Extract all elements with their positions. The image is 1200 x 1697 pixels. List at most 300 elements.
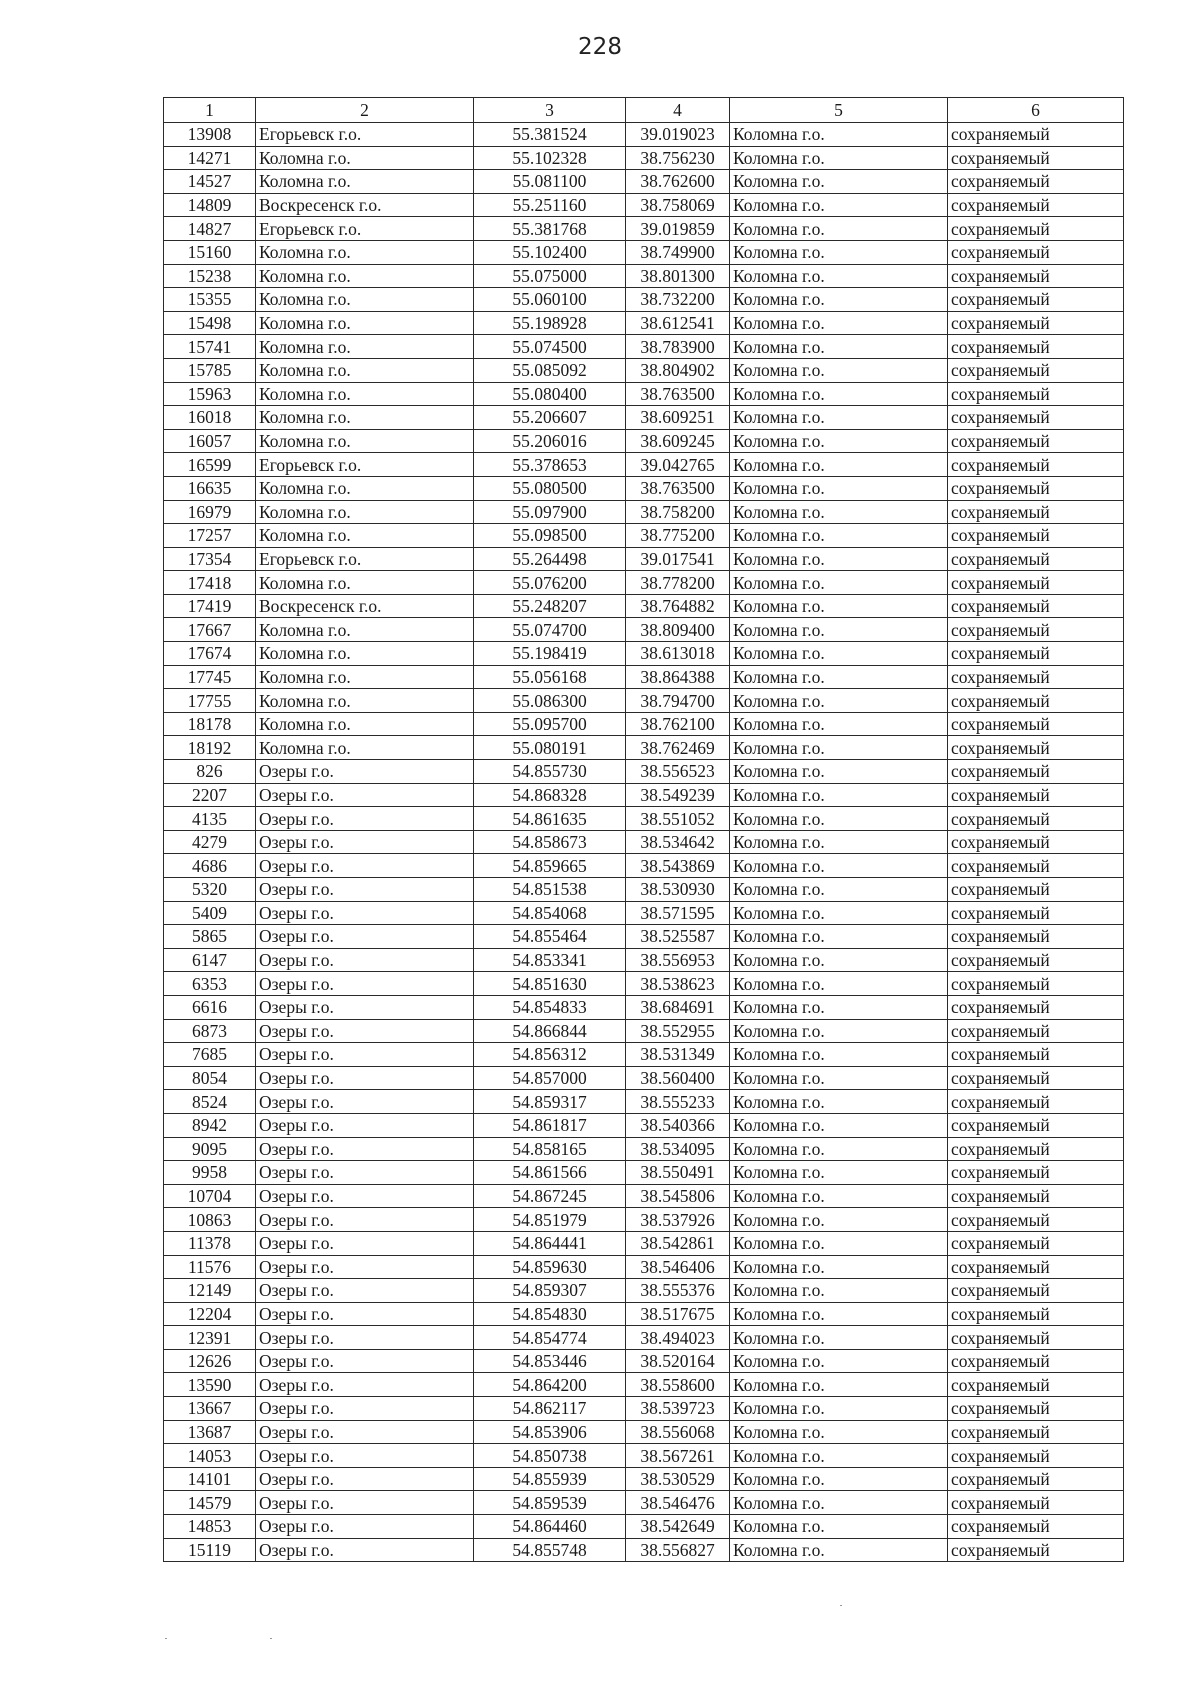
latitude-cell: 54.851630 [474,972,626,996]
district-cell: Коломна г.о. [730,972,948,996]
latitude-cell: 54.854068 [474,901,626,925]
status-cell: сохраняемый [948,1491,1124,1515]
municipality-cell: Коломна г.о. [256,689,474,713]
object-id-cell: 14809 [164,193,256,217]
district-cell: Коломна г.о. [730,1467,948,1491]
longitude-cell: 38.758069 [626,193,730,217]
object-id-cell: 7685 [164,1043,256,1067]
longitude-cell: 38.567261 [626,1444,730,1468]
status-cell: сохраняемый [948,1349,1124,1373]
table-row [164,240,1124,264]
district-cell: Коломна г.о. [730,123,948,147]
district-cell: Коломна г.о. [730,1373,948,1397]
municipality-cell: Коломна г.о. [256,618,474,642]
district-cell: Коломна г.о. [730,453,948,477]
latitude-cell: 54.858165 [474,1137,626,1161]
status-cell: сохраняемый [948,1184,1124,1208]
district-cell: Коломна г.о. [730,240,948,264]
object-id-cell: 15160 [164,240,256,264]
status-cell: сохраняемый [948,665,1124,689]
district-cell: Коломна г.о. [730,193,948,217]
object-id-cell: 14853 [164,1515,256,1539]
latitude-cell: 54.859307 [474,1279,626,1303]
table-row [164,1491,1124,1515]
table-row [164,642,1124,666]
status-cell: сохраняемый [948,264,1124,288]
longitude-cell: 38.549239 [626,783,730,807]
table-body [164,123,1124,1562]
municipality-cell: Егорьевск г.о. [256,123,474,147]
status-cell: сохраняемый [948,288,1124,312]
table-row [164,1467,1124,1491]
district-cell: Коломна г.о. [730,1184,948,1208]
status-cell: сохраняемый [948,1231,1124,1255]
municipality-cell: Озеры г.о. [256,972,474,996]
municipality-cell: Озеры г.о. [256,1326,474,1350]
latitude-cell: 54.853906 [474,1420,626,1444]
status-cell: сохраняемый [948,406,1124,430]
district-cell: Коломна г.о. [730,1113,948,1137]
object-id-cell: 6353 [164,972,256,996]
status-cell: сохраняемый [948,170,1124,194]
object-id-cell: 12204 [164,1302,256,1326]
object-id-cell: 15119 [164,1538,256,1562]
longitude-cell: 38.804902 [626,358,730,382]
status-cell: сохраняемый [948,1373,1124,1397]
latitude-cell: 55.085092 [474,358,626,382]
longitude-cell: 38.538623 [626,972,730,996]
object-id-cell: 4135 [164,807,256,831]
longitude-cell: 38.539723 [626,1397,730,1421]
status-cell: сохраняемый [948,807,1124,831]
object-id-cell: 5320 [164,878,256,902]
status-cell: сохраняемый [948,123,1124,147]
municipality-cell: Воскресенск г.о. [256,594,474,618]
header-col-4: 4 [626,98,730,123]
district-cell: Коломна г.о. [730,1019,948,1043]
municipality-cell: Коломна г.о. [256,642,474,666]
latitude-cell: 54.853341 [474,948,626,972]
object-id-cell: 10704 [164,1184,256,1208]
district-cell: Коломна г.о. [730,948,948,972]
latitude-cell: 55.060100 [474,288,626,312]
district-cell: Коломна г.о. [730,901,948,925]
table-row [164,453,1124,477]
scan-speck [840,1605,842,1606]
municipality-cell: Озеры г.о. [256,1184,474,1208]
municipality-cell: Озеры г.о. [256,878,474,902]
latitude-cell: 54.850738 [474,1444,626,1468]
latitude-cell: 54.866844 [474,1019,626,1043]
municipality-cell: Озеры г.о. [256,1279,474,1303]
longitude-cell: 38.530930 [626,878,730,902]
municipality-cell: Озеры г.о. [256,1066,474,1090]
status-cell: сохраняемый [948,1279,1124,1303]
status-cell: сохраняемый [948,429,1124,453]
longitude-cell: 38.545806 [626,1184,730,1208]
municipality-cell: Коломна г.о. [256,736,474,760]
district-cell: Коломна г.о. [730,382,948,406]
district-cell: Коломна г.о. [730,760,948,784]
status-cell: сохраняемый [948,335,1124,359]
district-cell: Коломна г.о. [730,995,948,1019]
district-cell: Коломна г.о. [730,1302,948,1326]
status-cell: сохраняемый [948,972,1124,996]
municipality-cell: Коломна г.о. [256,406,474,430]
status-cell: сохраняемый [948,689,1124,713]
object-id-cell: 13590 [164,1373,256,1397]
latitude-cell: 55.074700 [474,618,626,642]
object-id-cell: 14579 [164,1491,256,1515]
latitude-cell: 54.855748 [474,1538,626,1562]
longitude-cell: 38.794700 [626,689,730,713]
scan-speck [270,1638,272,1639]
table-row [164,878,1124,902]
latitude-cell: 55.075000 [474,264,626,288]
table-row [164,217,1124,241]
latitude-cell: 55.097900 [474,500,626,524]
district-cell: Коломна г.о. [730,712,948,736]
table-row [164,712,1124,736]
status-cell: сохраняемый [948,524,1124,548]
table-row [164,1373,1124,1397]
district-cell: Коломна г.о. [730,594,948,618]
object-id-cell: 11576 [164,1255,256,1279]
object-id-cell: 16979 [164,500,256,524]
object-id-cell: 14101 [164,1467,256,1491]
municipality-cell: Коломна г.о. [256,335,474,359]
district-cell: Коломна г.о. [730,1349,948,1373]
longitude-cell: 38.558600 [626,1373,730,1397]
status-cell: сохраняемый [948,1326,1124,1350]
longitude-cell: 38.550491 [626,1161,730,1185]
municipality-cell: Озеры г.о. [256,807,474,831]
longitude-cell: 38.763500 [626,476,730,500]
object-id-cell: 2207 [164,783,256,807]
district-cell: Коломна г.о. [730,571,948,595]
latitude-cell: 54.862117 [474,1397,626,1421]
table-row [164,193,1124,217]
municipality-cell: Озеры г.о. [256,783,474,807]
municipality-cell: Коломна г.о. [256,311,474,335]
status-cell: сохраняемый [948,217,1124,241]
header-col-1: 1 [164,98,256,123]
object-id-cell: 17755 [164,689,256,713]
district-cell: Коломна г.о. [730,665,948,689]
district-cell: Коломна г.о. [730,807,948,831]
municipality-cell: Озеры г.о. [256,1397,474,1421]
district-cell: Коломна г.о. [730,642,948,666]
status-cell: сохраняемый [948,240,1124,264]
municipality-cell: Коломна г.о. [256,240,474,264]
status-cell: сохраняемый [948,594,1124,618]
status-cell: сохраняемый [948,878,1124,902]
latitude-cell: 54.855939 [474,1467,626,1491]
latitude-cell: 55.076200 [474,571,626,595]
status-cell: сохраняемый [948,193,1124,217]
longitude-cell: 38.542649 [626,1515,730,1539]
object-id-cell: 6873 [164,1019,256,1043]
municipality-cell: Коломна г.о. [256,170,474,194]
district-cell: Коломна г.о. [730,429,948,453]
table-row [164,146,1124,170]
longitude-cell: 38.555376 [626,1279,730,1303]
longitude-cell: 38.560400 [626,1066,730,1090]
header-row [164,98,1124,123]
longitude-cell: 38.609251 [626,406,730,430]
longitude-cell: 38.542861 [626,1231,730,1255]
status-cell: сохраняемый [948,948,1124,972]
object-id-cell: 8524 [164,1090,256,1114]
object-id-cell: 5409 [164,901,256,925]
object-id-cell: 16635 [164,476,256,500]
latitude-cell: 55.080400 [474,382,626,406]
table-row [164,571,1124,595]
latitude-cell: 55.102400 [474,240,626,264]
district-cell: Коломна г.о. [730,1066,948,1090]
district-cell: Коломна г.о. [730,264,948,288]
table-row [164,1066,1124,1090]
table-row [164,1043,1124,1067]
latitude-cell: 54.853446 [474,1349,626,1373]
object-id-cell: 17674 [164,642,256,666]
municipality-cell: Озеры г.о. [256,1515,474,1539]
status-cell: сохраняемый [948,1420,1124,1444]
table-row [164,1184,1124,1208]
table-row [164,854,1124,878]
object-id-cell: 17419 [164,594,256,618]
district-cell: Коломна г.о. [730,1515,948,1539]
municipality-cell: Коломна г.о. [256,382,474,406]
latitude-cell: 54.859539 [474,1491,626,1515]
status-cell: сохраняемый [948,1538,1124,1562]
latitude-cell: 54.854774 [474,1326,626,1350]
latitude-cell: 54.861566 [474,1161,626,1185]
district-cell: Коломна г.о. [730,689,948,713]
municipality-cell: Озеры г.о. [256,1538,474,1562]
municipality-cell: Озеры г.о. [256,1491,474,1515]
latitude-cell: 55.056168 [474,665,626,689]
table-row [164,1208,1124,1232]
table-row [164,429,1124,453]
municipality-cell: Озеры г.о. [256,948,474,972]
object-id-cell: 4279 [164,830,256,854]
longitude-cell: 38.775200 [626,524,730,548]
status-cell: сохраняемый [948,901,1124,925]
longitude-cell: 39.042765 [626,453,730,477]
longitude-cell: 38.540366 [626,1113,730,1137]
table-row [164,594,1124,618]
object-id-cell: 14527 [164,170,256,194]
municipality-cell: Озеры г.о. [256,1349,474,1373]
longitude-cell: 38.530529 [626,1467,730,1491]
district-cell: Коломна г.о. [730,1043,948,1067]
status-cell: сохраняемый [948,500,1124,524]
municipality-cell: Озеры г.о. [256,1161,474,1185]
table-row [164,1161,1124,1185]
object-id-cell: 17354 [164,547,256,571]
table-row [164,524,1124,548]
longitude-cell: 38.756230 [626,146,730,170]
table-row [164,311,1124,335]
longitude-cell: 38.552955 [626,1019,730,1043]
latitude-cell: 55.378653 [474,453,626,477]
object-id-cell: 18178 [164,712,256,736]
municipality-cell: Озеры г.о. [256,1420,474,1444]
table-row [164,1113,1124,1137]
district-cell: Коломна г.о. [730,618,948,642]
municipality-cell: Коломна г.о. [256,358,474,382]
district-cell: Коломна г.о. [730,1161,948,1185]
district-cell: Коломна г.о. [730,854,948,878]
object-id-cell: 12149 [164,1279,256,1303]
object-id-cell: 5865 [164,925,256,949]
table-row [164,807,1124,831]
longitude-cell: 38.809400 [626,618,730,642]
table-row [164,1019,1124,1043]
table-row [164,665,1124,689]
latitude-cell: 55.198928 [474,311,626,335]
longitude-cell: 38.551052 [626,807,730,831]
header-col-5: 5 [730,98,948,123]
longitude-cell: 38.517675 [626,1302,730,1326]
district-cell: Коломна г.о. [730,217,948,241]
status-cell: сохраняемый [948,453,1124,477]
latitude-cell: 55.381768 [474,217,626,241]
municipality-cell: Воскресенск г.о. [256,193,474,217]
header-col-3: 3 [474,98,626,123]
district-cell: Коломна г.о. [730,1279,948,1303]
status-cell: сохраняемый [948,1444,1124,1468]
municipality-cell: Озеры г.о. [256,995,474,1019]
district-cell: Коломна г.о. [730,1420,948,1444]
status-cell: сохраняемый [948,1302,1124,1326]
municipality-cell: Коломна г.о. [256,524,474,548]
table-row [164,170,1124,194]
table-row [164,1420,1124,1444]
district-cell: Коломна г.о. [730,476,948,500]
longitude-cell: 39.019859 [626,217,730,241]
object-id-cell: 826 [164,760,256,784]
municipality-cell: Коломна г.о. [256,429,474,453]
object-id-cell: 16599 [164,453,256,477]
district-cell: Коломна г.о. [730,1208,948,1232]
table-row [164,1302,1124,1326]
longitude-cell: 38.543869 [626,854,730,878]
table-row [164,901,1124,925]
municipality-cell: Озеры г.о. [256,1467,474,1491]
longitude-cell: 38.555233 [626,1090,730,1114]
longitude-cell: 38.537926 [626,1208,730,1232]
latitude-cell: 54.864200 [474,1373,626,1397]
status-cell: сохраняемый [948,571,1124,595]
object-id-cell: 11378 [164,1231,256,1255]
district-cell: Коломна г.о. [730,830,948,854]
status-cell: сохраняемый [948,830,1124,854]
district-cell: Коломна г.о. [730,524,948,548]
scan-speck [165,1638,167,1639]
status-cell: сохраняемый [948,712,1124,736]
latitude-cell: 55.081100 [474,170,626,194]
header-col-2: 2 [256,98,474,123]
object-id-cell: 9958 [164,1161,256,1185]
municipality-cell: Коломна г.о. [256,264,474,288]
latitude-cell: 54.867245 [474,1184,626,1208]
object-id-cell: 14271 [164,146,256,170]
district-cell: Коломна г.о. [730,547,948,571]
latitude-cell: 55.264498 [474,547,626,571]
latitude-cell: 54.868328 [474,783,626,807]
object-id-cell: 15785 [164,358,256,382]
object-id-cell: 15498 [164,311,256,335]
municipality-cell: Коломна г.о. [256,712,474,736]
latitude-cell: 54.851979 [474,1208,626,1232]
longitude-cell: 38.556827 [626,1538,730,1562]
longitude-cell: 38.864388 [626,665,730,689]
municipality-cell: Озеры г.о. [256,1444,474,1468]
longitude-cell: 38.783900 [626,335,730,359]
district-cell: Коломна г.о. [730,1491,948,1515]
table-row [164,1279,1124,1303]
object-id-cell: 14827 [164,217,256,241]
longitude-cell: 38.494023 [626,1326,730,1350]
longitude-cell: 38.801300 [626,264,730,288]
status-cell: сохраняемый [948,1208,1124,1232]
longitude-cell: 39.019023 [626,123,730,147]
object-id-cell: 15238 [164,264,256,288]
object-id-cell: 12626 [164,1349,256,1373]
latitude-cell: 55.248207 [474,594,626,618]
longitude-cell: 38.762600 [626,170,730,194]
latitude-cell: 55.251160 [474,193,626,217]
status-cell: сохраняемый [948,382,1124,406]
table-row [164,358,1124,382]
object-id-cell: 9095 [164,1137,256,1161]
municipality-cell: Озеры г.о. [256,1208,474,1232]
municipality-cell: Коломна г.о. [256,665,474,689]
district-cell: Коломна г.о. [730,1397,948,1421]
municipality-cell: Егорьевск г.о. [256,217,474,241]
object-id-cell: 6147 [164,948,256,972]
latitude-cell: 54.851538 [474,878,626,902]
status-cell: сохраняемый [948,476,1124,500]
district-cell: Коломна г.о. [730,311,948,335]
data-table [163,97,1124,1562]
object-id-cell: 4686 [164,854,256,878]
table-row [164,618,1124,642]
status-cell: сохраняемый [948,1255,1124,1279]
latitude-cell: 54.856312 [474,1043,626,1067]
table-row [164,1397,1124,1421]
district-cell: Коломна г.о. [730,736,948,760]
table-row [164,123,1124,147]
latitude-cell: 54.854830 [474,1302,626,1326]
header-col-6: 6 [948,98,1124,123]
municipality-cell: Озеры г.о. [256,1231,474,1255]
table-row [164,547,1124,571]
object-id-cell: 8054 [164,1066,256,1090]
object-id-cell: 10863 [164,1208,256,1232]
latitude-cell: 55.095700 [474,712,626,736]
municipality-cell: Озеры г.о. [256,1019,474,1043]
latitude-cell: 54.864441 [474,1231,626,1255]
municipality-cell: Озеры г.о. [256,1373,474,1397]
latitude-cell: 54.858673 [474,830,626,854]
municipality-cell: Озеры г.о. [256,1302,474,1326]
municipality-cell: Озеры г.о. [256,925,474,949]
status-cell: сохраняемый [948,1467,1124,1491]
municipality-cell: Коломна г.о. [256,571,474,595]
